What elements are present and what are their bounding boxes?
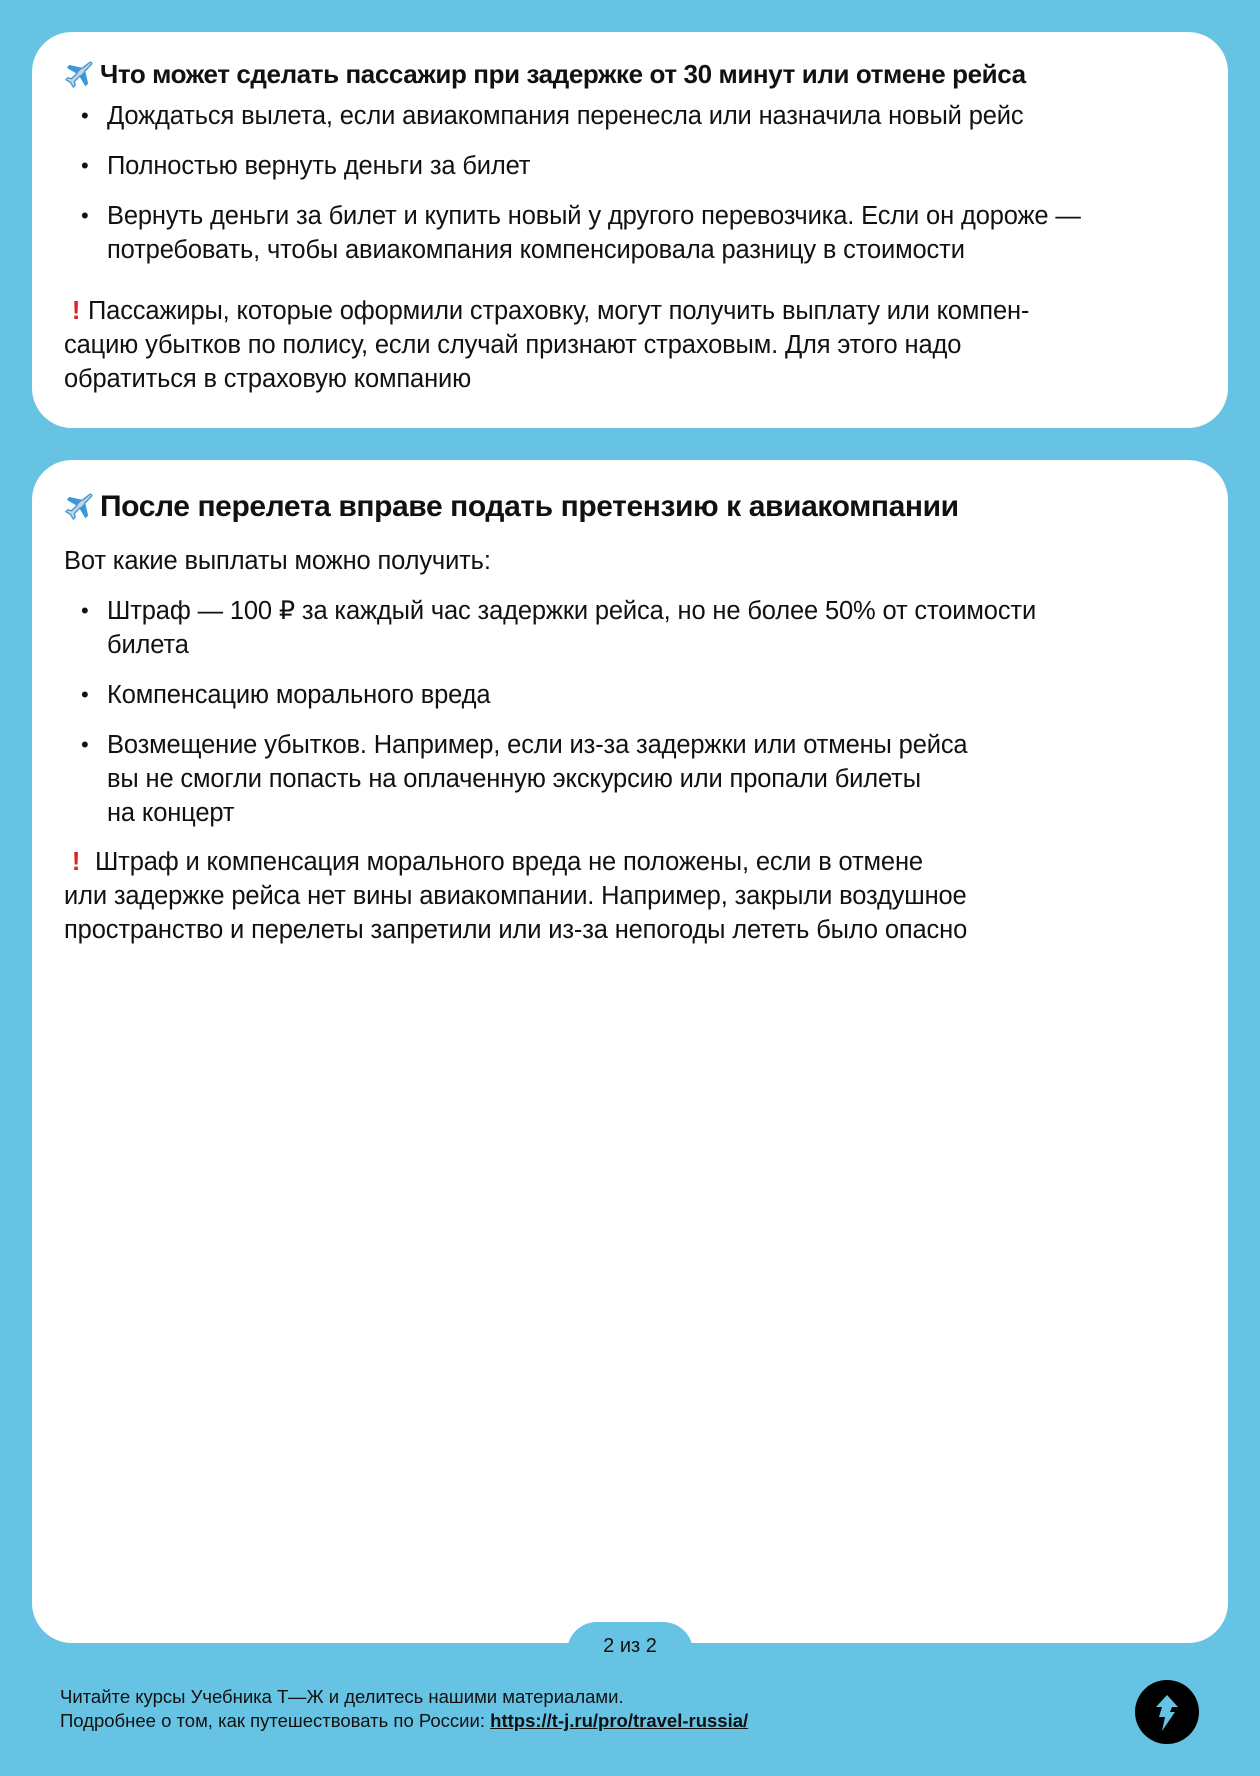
- page-indicator: 2 из 2: [567, 1622, 693, 1662]
- card2-title: После перелета вправе подать претензию к авиакомпании: [100, 490, 959, 523]
- bullet-icon: •: [81, 203, 89, 228]
- card-claim: [32, 460, 1228, 1643]
- exclamation-icon: !: [71, 848, 81, 876]
- footer: [60, 1685, 748, 1733]
- airplane-icon: [64, 492, 94, 522]
- list-item: • Возмещение убытков. Например, если из-за задержки или отмены рейса вы не смогли попасть на оплаченную экскурсию или пропали билеты на концерт: [64, 728, 1212, 830]
- card1-title: Что может сделать пассажир при задержке от 30 минут или отмене рейса: [100, 59, 1026, 89]
- card1-list: [64, 99, 1212, 283]
- list-item: • Вернуть деньги за билет и купить новый у другого перевозчика. Если он дороже — потребовать, чтобы авиакомпания компенсировала разницу в стоимости: [64, 199, 1212, 267]
- footer-line1: Читайте курсы Учебника Т—Ж и делитесь нашими материалами.: [60, 1686, 624, 1707]
- list-item: • Штраф — 100 ₽ за каждый час задержки рейса, но не более 50% от стоимости билета: [64, 594, 1212, 662]
- list-item: • Дождаться вылета, если авиакомпания перенесла или назначила новый рейс: [64, 99, 1212, 133]
- bullet-icon: •: [81, 103, 89, 128]
- airplane-icon: [64, 60, 94, 90]
- list-item: • Полностью вернуть деньги за билет: [64, 149, 1212, 183]
- card1-note: ! Пассажиры, которые оформили страховку, могут получить выплату или компен- сацию убытков по полису, если случай признают страховым. Для этого надо обратиться в страховую компанию: [64, 294, 1029, 396]
- tj-logo[interactable]: [1135, 1680, 1199, 1744]
- card2-list: [64, 594, 1212, 846]
- card2-heading: [64, 490, 959, 524]
- travel-russia-link[interactable]: https://t-j.ru/pro/travel-russia/: [490, 1710, 749, 1731]
- footer-line2: Подробнее о том, как путешествовать по России: https://t-j.ru/pro/travel-russia/: [60, 1710, 749, 1731]
- card2-intro: Вот какие выплаты можно получить:: [64, 547, 491, 575]
- card-delay-options: [32, 32, 1228, 428]
- bullet-icon: •: [81, 598, 89, 623]
- card2-note: ! Штраф и компенсация морального вреда не положены, если в отмене или задержке рейса нет вины авиакомпании. Например, закрыли воздушное пространство и перелеты запретили или из-за непогоды лететь было опасно: [64, 845, 967, 947]
- bullet-icon: •: [81, 682, 89, 707]
- list-item: • Компенсацию морального вреда: [64, 678, 1212, 712]
- exclamation-icon: !: [71, 297, 81, 325]
- card1-heading: [64, 59, 1026, 90]
- lightning-bolt-icon: [1135, 1680, 1199, 1744]
- bullet-icon: •: [81, 732, 89, 757]
- bullet-icon: •: [81, 153, 89, 178]
